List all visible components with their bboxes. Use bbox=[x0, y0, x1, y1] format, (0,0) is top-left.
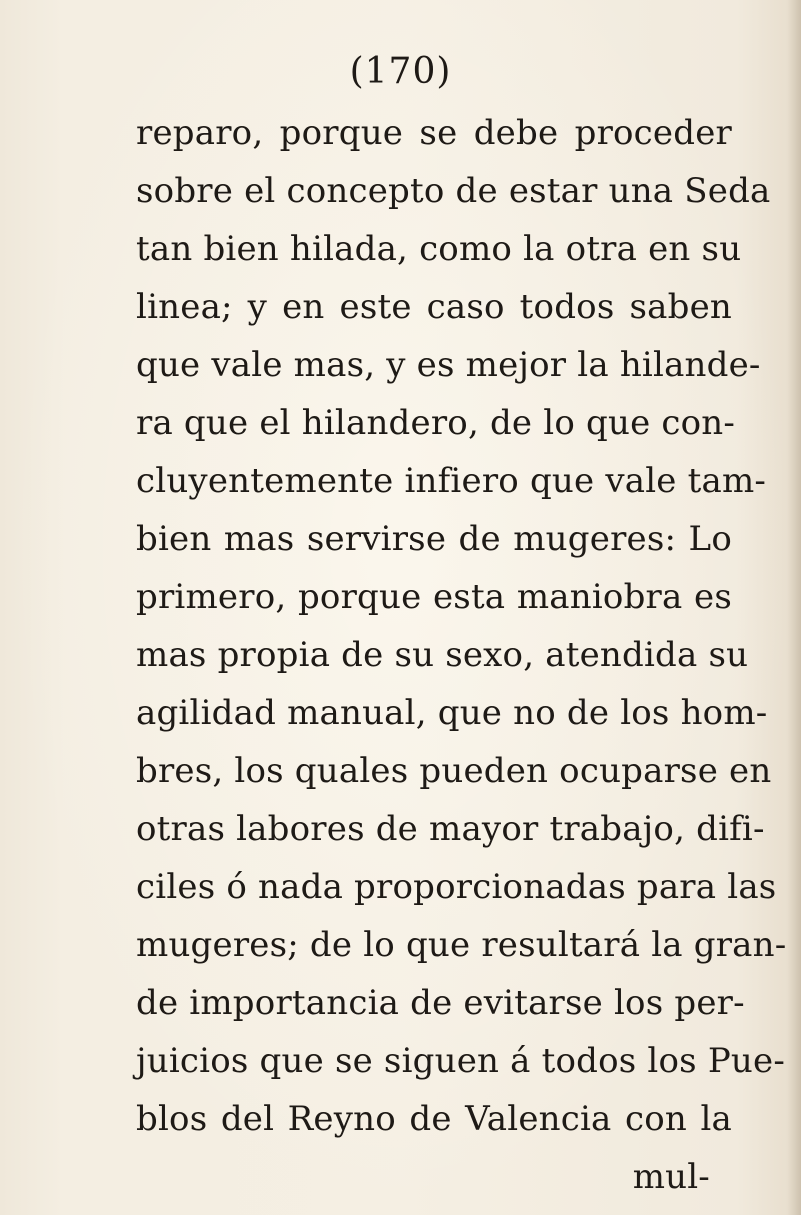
text-line: bres, los quales pueden ocuparse en bbox=[136, 751, 772, 791]
text-line: juicios que se siguen á todos los Pue- bbox=[136, 1041, 786, 1081]
text-line: que vale mas, y es mejor la hilande- bbox=[136, 345, 761, 385]
text-line: otras labores de mayor trabajo, difi- bbox=[136, 809, 765, 849]
text-line: sobre el concepto de estar una Seda bbox=[136, 171, 771, 211]
text-line: ra que el hilandero, de lo que con- bbox=[136, 403, 736, 443]
text-line: bien mas servirse de mugeres: Lo bbox=[136, 519, 732, 559]
text-line: mas propia de su sexo, atendida su bbox=[136, 635, 749, 675]
text-line: primero, porque esta maniobra es bbox=[136, 577, 732, 617]
catchword: mul- bbox=[632, 1157, 710, 1197]
text-line: agilidad manual, que no de los hom- bbox=[136, 693, 768, 733]
text-line: tan bien hilada, como la otra en su bbox=[136, 229, 742, 269]
text-line: de importancia de evitarse los per- bbox=[136, 983, 745, 1023]
body-text bbox=[136, 104, 787, 1206]
page-number: (170) bbox=[349, 51, 452, 92]
text-line: linea; y en este caso todos saben bbox=[136, 287, 732, 327]
text-line: cluyentemente infiero que vale tam- bbox=[136, 461, 767, 501]
page-edge-shadow bbox=[787, 0, 801, 1215]
text-line: ciles ó nada proporcionadas para las bbox=[136, 867, 777, 907]
text-line: mugeres; de lo que resultará la gran- bbox=[136, 925, 787, 965]
text-line: reparo, porque se debe proceder bbox=[136, 113, 732, 153]
text-line: blos del Reyno de Valencia con la bbox=[136, 1099, 732, 1139]
